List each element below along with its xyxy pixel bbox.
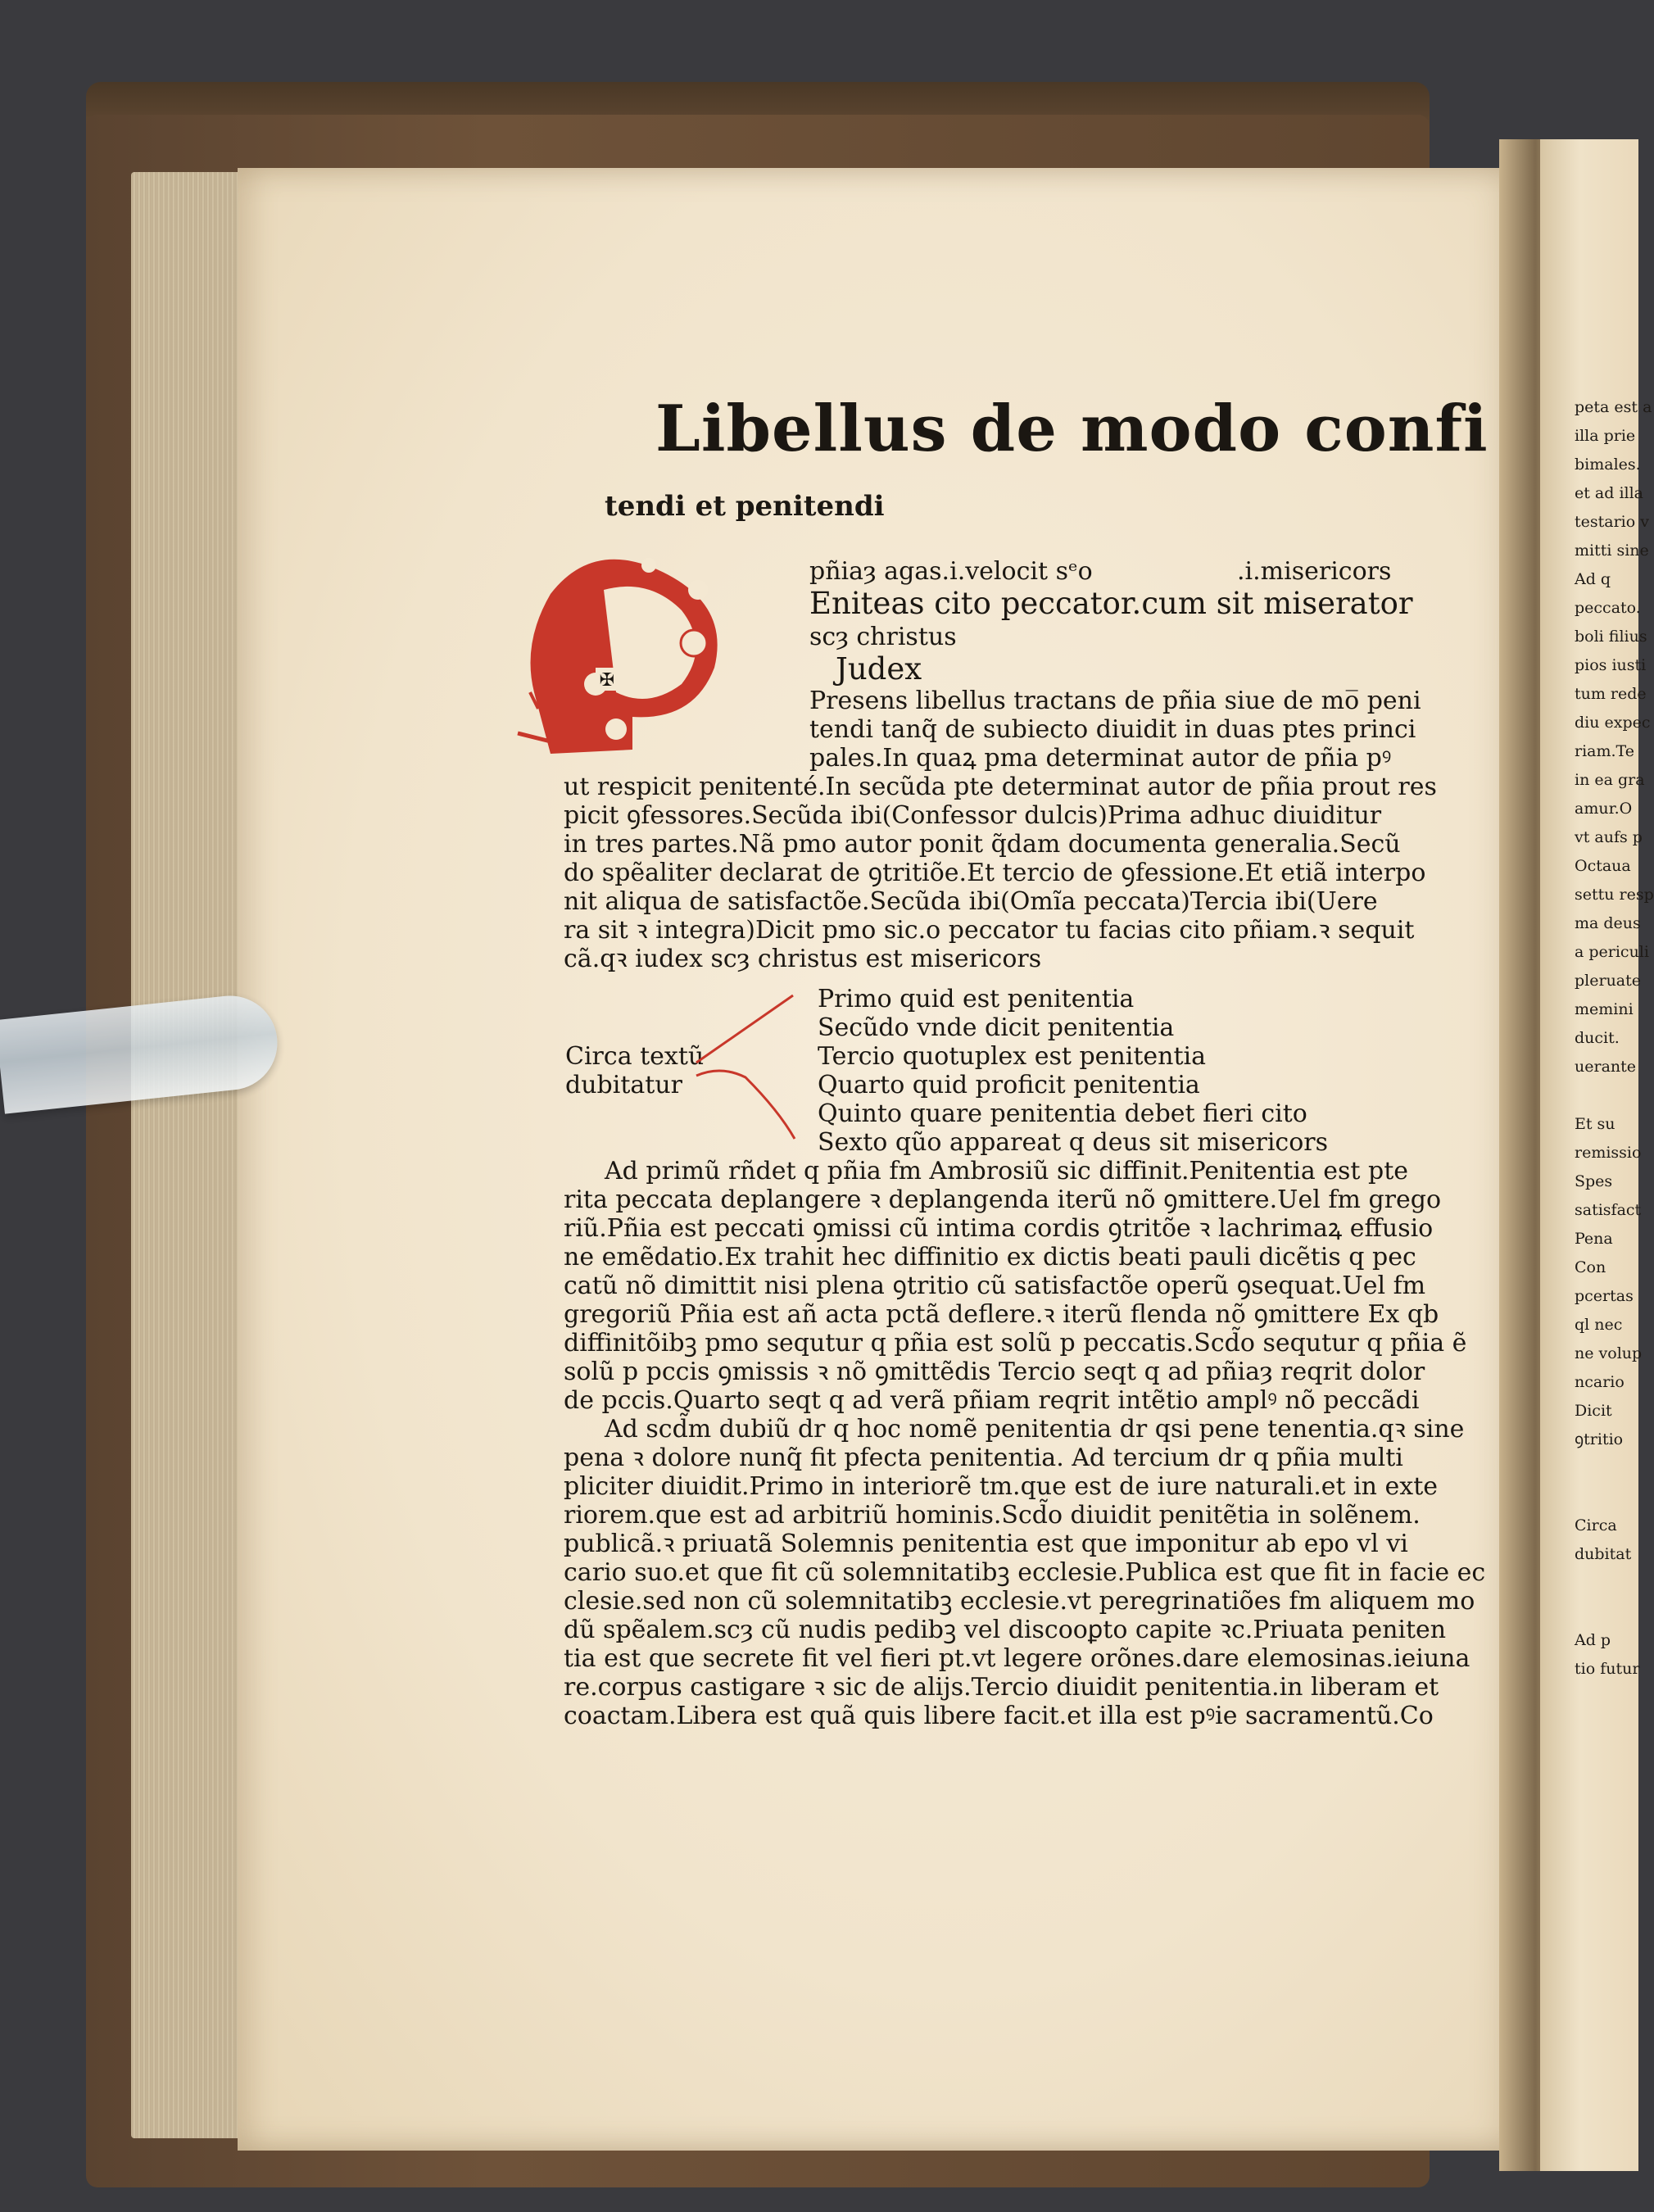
body-line: catũ nõ dimittit nisi plena ꝯtritio cũ satisfactõe operũ ꝯsequat.Uel fm	[564, 1271, 1426, 1300]
body-line: dũ spẽalem.scȝ cũ nudis pedibꝫ vel discooꝑto capite ꝛc.Priuata peniten	[564, 1616, 1447, 1644]
svg-text:✠: ✠	[599, 670, 615, 691]
interlinear-gloss: pñiaȝ agas.i.velocit sᵉo	[809, 557, 1093, 586]
body-line: ne emẽdatio.Ex trahit hec diffinitio ex dictis beati pauli dicẽtis q pec	[564, 1243, 1416, 1271]
facing-page-line: bimales.	[1575, 456, 1641, 474]
facing-page-line: satisfact	[1575, 1201, 1642, 1219]
paragraph-line: pales.In quaꝝ pma determinat autor de pñia pꝰ	[809, 744, 1392, 773]
facing-page-line: ne volup	[1575, 1344, 1643, 1362]
text-judex: Judex	[836, 651, 922, 687]
facing-page-line: peta est a	[1575, 398, 1652, 416]
facing-page-line	[1575, 1569, 1638, 1598]
body-line: re.corpus castigare ꝛ sic de alijs.Tercio diuidit penitentia.in liberam et	[564, 1673, 1439, 1702]
body-line: pena ꝛ dolore nunq̃ fit pfecta penitentia. Ad tercium dr q pñia multi	[564, 1444, 1403, 1472]
facing-page-line: memini	[1575, 1000, 1634, 1018]
facing-page-line: ma deus	[1575, 914, 1641, 932]
question-item: Secũdo vnde dicit penitentia	[818, 1013, 1175, 1042]
facing-page-line: in ea gra	[1575, 771, 1645, 789]
body-line: riorem.que est ad arbitriũ hominis.Scd̃o diuidit penitẽtia in solẽnem.	[564, 1501, 1421, 1530]
facing-page-line: tum rede	[1575, 685, 1647, 703]
facing-page-line: pios iusti	[1575, 656, 1647, 674]
facing-page-line: Circa	[1575, 1516, 1617, 1534]
question-item: Primo quid est penitentia	[818, 985, 1135, 1013]
interlinear-gloss-right: .i.misericors	[1237, 557, 1392, 586]
paragraph-line: ra sit ꝛ integra)Dicit pmo sic.o peccator tu facias cito pñiam.ꝛ sequit	[564, 916, 1415, 945]
paragraph-line: cã.qꝛ iudex scȝ christus est misericors	[564, 945, 1042, 973]
facing-page-text	[1575, 393, 1654, 1835]
facing-page-line: pleruate	[1575, 972, 1642, 990]
body-line: cario suo.et que fit cũ solemnitatibꝫ ecclesie.Publica est que fit in facie ec	[564, 1558, 1486, 1587]
body-line: clesie.sed non cũ solemnitatibꝫ ecclesie.vt peregrinatiões fm aliquem mo	[564, 1587, 1475, 1616]
facing-page-line	[1575, 1454, 1638, 1483]
facing-page-line: mitti sine	[1575, 542, 1649, 560]
facing-page-line: a periculi	[1575, 943, 1649, 961]
facing-page-line: uerante	[1575, 1058, 1637, 1076]
paragraph-line: Presens libellus tractans de pñia siue de mo̅ peni	[809, 687, 1421, 715]
facing-page-line: Et su	[1575, 1115, 1615, 1133]
red-initial-p-icon	[518, 545, 788, 758]
facing-page-line	[1575, 1081, 1638, 1110]
paragraph-line: do spẽaliter declarat de ꝯtritiõe.Et tercio de ꝯfessione.Et etiã interpo	[564, 859, 1426, 887]
facing-page-line: vt aufs p	[1575, 828, 1643, 846]
facing-page-line: Pena	[1575, 1230, 1613, 1248]
facing-page-line: testario v	[1575, 513, 1649, 531]
facing-page-line: illa prie	[1575, 427, 1636, 445]
page-subtitle: tendi et penitendi	[605, 490, 885, 523]
dubitatur-label: Circa textũ	[565, 1042, 705, 1071]
facing-page-line: Con	[1575, 1258, 1606, 1276]
facing-page-line	[1575, 1483, 1638, 1512]
facing-page-line: diu expec	[1575, 714, 1651, 732]
facing-page-line: ꝯtritio	[1575, 1430, 1624, 1448]
facing-page-line: boli filius	[1575, 628, 1647, 646]
facing-page-line: settu resp	[1575, 886, 1654, 904]
text-first-line: Eniteas cito peccator.cum sit miserator	[809, 586, 1413, 621]
facing-page-line: tio futur	[1575, 1660, 1640, 1678]
facing-page-line: et ad illa	[1575, 484, 1644, 502]
paragraph-line: ut respicit penitenté.In secũda pte determinat autor de pñia prout res	[564, 773, 1437, 801]
body-line: coactam.Libera est quã quis libere facit.et illa est pꝰie sacramentũ.Co	[564, 1702, 1434, 1730]
facing-page-line: ncario	[1575, 1373, 1625, 1391]
question-item: Tercio quotuplex est penitentia	[818, 1042, 1207, 1071]
body-line: solũ p pccis ꝯmissis ꝛ nõ ꝯmittẽdis Tercio seqt q ad pñiaȝ reqrit dolor	[564, 1358, 1425, 1386]
body-line: Ad primũ rñdet q pñia fm Ambrosiũ sic diffinit.Penitentia est pte	[605, 1157, 1409, 1185]
facing-page-line: ducit.	[1575, 1029, 1620, 1047]
paragraph-line: picit ꝯfessores.Secũda ibi(Confessor dulcis)Prima adhuc diuiditur	[564, 801, 1382, 830]
page-title: Libellus de modo confi	[655, 392, 1489, 466]
body-line: tia est que secrete fit vel fieri pt.vt legere orõnes.dare elemosinas.ieiuna	[564, 1644, 1470, 1673]
paragraph-line: tendi tanq̃ de subiecto diuidit in duas ptes princi	[809, 715, 1416, 744]
body-line: gregoriũ Pñia est añ acta pctã deflere.ꝛ iterũ flenda nõ ꝯmittere Ex qb	[564, 1300, 1439, 1329]
body-line: de pccis.Quarto seqt q ad verã pñiam reqrit intẽtio amplꝰ nõ peccãdi	[564, 1386, 1420, 1415]
question-item: Quinto quare penitentia debet fieri cito	[818, 1099, 1307, 1128]
red-bracket-lines	[696, 987, 827, 1143]
rubricated-initial	[518, 545, 788, 758]
facing-page-line: pcertas	[1575, 1287, 1634, 1305]
body-line: pliciter diuidit.Primo in interiorẽ tm.que est de iure naturali.et in exte	[564, 1472, 1439, 1501]
facing-page-line: remissio	[1575, 1144, 1642, 1162]
facing-page-line: Ad q	[1575, 570, 1611, 588]
facing-page-line: Ad p	[1575, 1631, 1611, 1649]
page-edges	[131, 172, 254, 2138]
body-line: rita peccata deplangere ꝛ deplangenda iterũ nõ ꝯmittere.Uel fm grego	[564, 1185, 1442, 1214]
body-line: publicã.ꝛ priuatã Solemnis penitentia est que imponitur ab epo vl vi	[564, 1530, 1408, 1558]
facing-page-line: amur.O	[1575, 800, 1633, 818]
facing-page-line: Spes	[1575, 1172, 1613, 1190]
facing-page-line	[1575, 1598, 1638, 1626]
facing-page-line: peccato.	[1575, 599, 1641, 617]
body-line: diffinitõibꝫ pmo sequtur q pñia est solũ p peccatis.Scd̃o sequtur q pñia ẽ	[564, 1329, 1467, 1358]
facing-page-line: ql nec	[1575, 1316, 1623, 1334]
body-line: Ad scd̃m dubiũ dr q hoc nomẽ penitentia dr qsi pene tenentia.qꝛ sine	[605, 1415, 1465, 1444]
body-line: riũ.Pñia est peccati ꝯmissi cũ intima cordis ꝯtritõe ꝛ lachrimaꝝ effusio	[564, 1214, 1434, 1243]
gloss-christus: scȝ christus	[809, 623, 957, 651]
paragraph-line: nit aliqua de satisfactõe.Secũda ibi(Omĩa peccata)Tercia ibi(Uere	[564, 887, 1378, 916]
question-item: Quarto quid proficit penitentia	[818, 1071, 1200, 1099]
paragraph-line: in tres partes.Nã pmo autor ponit q̃dam documenta generalia.Secũ	[564, 830, 1401, 859]
facing-page-line: Dicit	[1575, 1402, 1612, 1420]
facing-page-line: riam.Te	[1575, 742, 1634, 760]
facing-page-line: dubitat	[1575, 1545, 1632, 1563]
question-item: Sexto qũo appareat q deus sit misericors	[818, 1128, 1329, 1157]
dubitatur-label-2: dubitatur	[565, 1071, 682, 1099]
facing-page-line: Octaua	[1575, 857, 1631, 875]
